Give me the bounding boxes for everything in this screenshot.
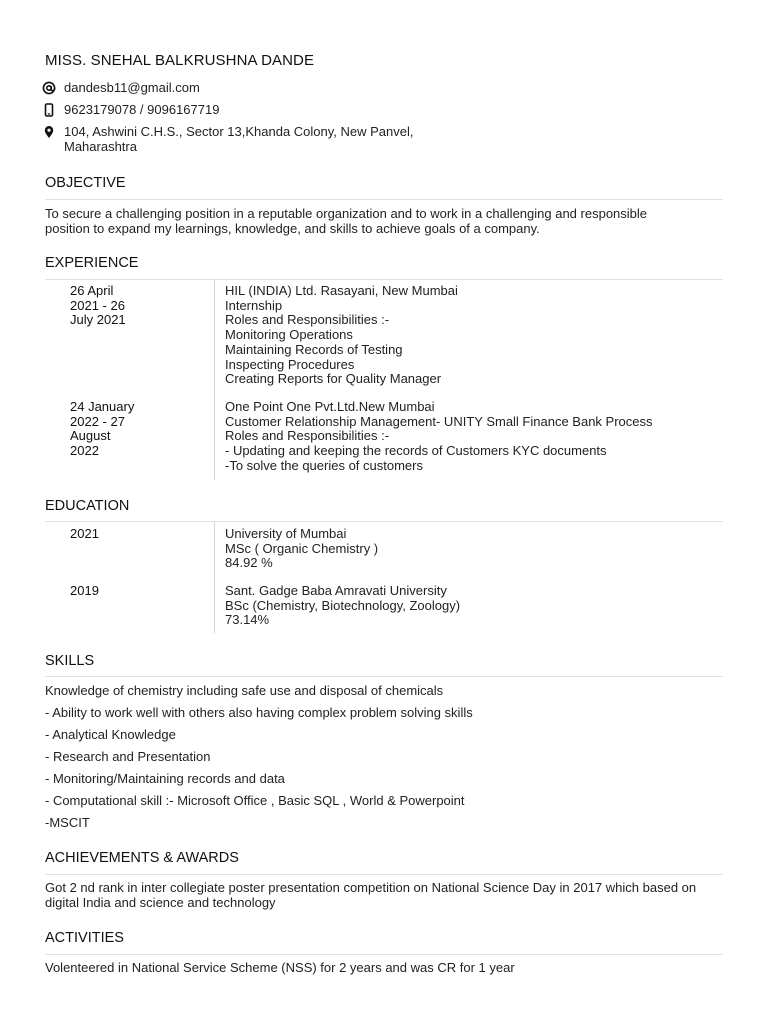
objective-line-2: position to expand my learnings, knowledge, and skills to achieve goals of a company. [45, 221, 540, 236]
timeline-divider [214, 522, 215, 633]
detail-line: Monitoring Operations [225, 327, 353, 343]
section-title-activities: ACTIVITIES [45, 930, 124, 946]
divider [45, 954, 723, 955]
detail-line: MSc ( Organic Chemistry ) [225, 540, 379, 556]
activities-line-1: Volenteered in National Service Scheme (NSS) for 2 years and was CR for 1 year [45, 960, 515, 975]
date-line: 2022 [70, 443, 99, 459]
skill-item: - Monitoring/Maintaining records and data [45, 771, 285, 786]
detail-line: -To solve the queries of customers [225, 457, 423, 473]
divider [45, 199, 723, 200]
divider [45, 521, 723, 522]
at-icon [42, 81, 56, 95]
skill-item: -MSCIT [45, 815, 90, 830]
address-line-1: 104, Ashwini C.H.S., Sector 13,Khanda Colony, New Panvel, [64, 124, 414, 139]
detail-line: - Updating and keeping the records of Customers KYC documents [225, 443, 607, 459]
skill-item: - Research and Presentation [45, 749, 211, 764]
date-line: August [70, 428, 111, 444]
detail-line: Internship [225, 297, 283, 313]
phone-text: 9623179078 / 9096167719 [64, 102, 220, 117]
date-line: 2019 [70, 583, 99, 598]
phone-icon [42, 103, 56, 117]
experience-date-2 [70, 400, 190, 459]
timeline-divider [214, 280, 215, 480]
objective-text [45, 206, 723, 236]
date-line: 2022 - 27 [70, 413, 125, 429]
achievements-text [45, 880, 723, 910]
detail-line: 73.14% [225, 612, 270, 628]
date-line: July 2021 [70, 312, 126, 328]
candidate-name: MISS. SNEHAL BALKRUSHNA DANDE [45, 52, 315, 69]
detail-line: 84.92 % [225, 555, 273, 571]
date-line: 24 January [70, 399, 135, 414]
divider [45, 279, 723, 280]
education-detail-2 [225, 584, 725, 628]
divider [45, 874, 723, 875]
achievements-line-1: Got 2 nd rank in inter collegiate poster presentation competition on National Science Day in 2017 which based on [45, 880, 697, 895]
skill-item: - Computational skill :- Microsoft Office , Basic SQL , World & Powerpoint [45, 793, 465, 808]
section-title-experience: EXPERIENCE [45, 255, 139, 271]
education-date-2 [70, 584, 190, 599]
location-pin-icon [42, 125, 56, 139]
date-line: 26 April [70, 283, 114, 298]
detail-line: Inspecting Procedures [225, 356, 355, 372]
detail-line: Sant. Gadge Baba Amravati University [225, 583, 447, 598]
date-line: 2021 - 26 [70, 297, 125, 313]
detail-line: Customer Relationship Management- UNITY Small Finance Bank Process [225, 413, 653, 429]
section-title-objective: OBJECTIVE [45, 175, 126, 191]
skill-item: - Ability to work well with others also having complex problem solving skills [45, 705, 473, 720]
detail-line: Roles and Responsibilities :- [225, 428, 390, 444]
skill-item: - Analytical Knowledge [45, 727, 176, 742]
detail-line: Maintaining Records of Testing [225, 341, 403, 357]
address-line-2: Maharashtra [64, 139, 137, 154]
section-title-achievements: ACHIEVEMENTS & AWARDS [45, 850, 239, 866]
detail-line: BSc (Chemistry, Biotechnology, Zoology) [225, 597, 461, 613]
experience-detail-2 [225, 400, 725, 474]
skill-item: Knowledge of chemistry including safe use and disposal of chemicals [45, 683, 444, 698]
detail-line: University of Mumbai [225, 526, 347, 541]
achievements-line-2: digital India and science and technology [45, 895, 276, 910]
experience-detail-1 [225, 284, 725, 387]
objective-line-1: To secure a challenging position in a reputable organization and to work in a challenging and responsible [45, 206, 648, 221]
detail-line: Creating Reports for Quality Manager [225, 371, 442, 387]
detail-line: One Point One Pvt.Ltd.New Mumbai [225, 399, 435, 414]
address-text [64, 124, 664, 154]
detail-line: HIL (INDIA) Ltd. Rasayani, New Mumbai [225, 283, 458, 298]
section-title-education: EDUCATION [45, 498, 130, 514]
activities-text [45, 960, 723, 975]
email-text[interactable]: dandesb11@gmail.com [64, 80, 200, 95]
education-date-1 [70, 527, 190, 542]
section-title-skills: SKILLS [45, 653, 95, 669]
education-detail-1 [225, 527, 725, 571]
detail-line: Roles and Responsibilities :- [225, 312, 390, 328]
experience-date-1 [70, 284, 190, 328]
date-line: 2021 [70, 526, 99, 541]
divider [45, 676, 723, 677]
